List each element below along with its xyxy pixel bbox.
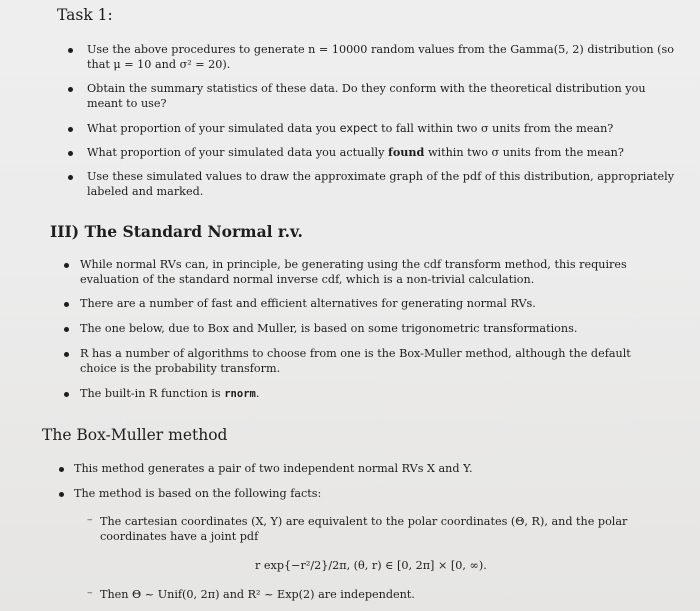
section3-item-3-line1: The one below, due to Box and Muller, is based on some trigonometric transformations.: [80, 322, 578, 335]
boxmuller-subitem-2-line1: Then Θ ~ Unif(0, 2π) and R² ~ Exp(2) are independent.: [100, 588, 415, 601]
bullet-dot: [59, 467, 64, 472]
task1-item-5-line2: labeled and marked.: [87, 185, 204, 198]
task1-item-2-line2: meant to use?: [87, 97, 167, 110]
dash-marker: –: [87, 586, 93, 599]
section3-item-1-line1: While normal RVs can, in principle, be generating using the cdf transform method, this requires: [80, 258, 627, 271]
boxmuller-subitem-1-line2: coordinates have a joint pdf: [100, 530, 259, 543]
boxmuller-item-2-line1: The method is based on the following facts:: [74, 487, 322, 500]
section3-item-4: [80, 346, 680, 376]
bullet-dot: [68, 127, 73, 132]
section3-item-2-line1: There are a number of fast and efficient alternatives for generating normal RVs.: [80, 297, 536, 310]
bullet-dot: [68, 87, 73, 92]
boxmuller-item-1-line1: This method generates a pair of two independent normal RVs X and Y.: [74, 462, 473, 475]
task1-item-2-line1: Obtain the summary statistics of these data. Do they conform with the theoretical distribution you: [87, 82, 646, 95]
bullet-dot: [64, 327, 69, 332]
joint-pdf-formula: r exp{−r²/2}/2π, (θ, r) ∈ [0, 2π] × [0, ∞).: [255, 559, 487, 572]
section3-item-5-text: The built-in R function is: [80, 387, 225, 400]
bullet-dot: [59, 492, 64, 497]
bullet-dot: [68, 151, 73, 156]
bullet-dot: [64, 352, 69, 357]
task1-item-1: [87, 42, 677, 72]
boxmuller-heading: The Box-Muller method: [42, 426, 228, 444]
task1-item-4-emph: found: [388, 145, 425, 159]
bullet-dot: [68, 175, 73, 180]
task1-item-1-line2: that μ = 10 and σ² = 20).: [87, 58, 231, 71]
section3-item-5: [80, 386, 680, 402]
bullet-dot: [64, 302, 69, 307]
bullet-dot: [68, 48, 73, 53]
task1-item-2: [87, 81, 677, 111]
section3-heading: III) The Standard Normal r.v.: [50, 222, 303, 241]
boxmuller-item-1: [74, 461, 674, 476]
task1-item-3-text-end: to fall within two σ units from the mean?: [377, 122, 614, 135]
boxmuller-subitem-2: [100, 587, 685, 602]
rnorm-code: rnorm: [224, 388, 256, 400]
task1-item-3: [87, 121, 677, 136]
section3-item-4-line2: choice is the probability transform.: [80, 362, 281, 375]
task1-item-4-text-end: within two σ units from the mean?: [424, 146, 624, 159]
section3-item-1: [80, 257, 680, 287]
task1-item-4-text: What proportion of your simulated data you actually: [87, 146, 389, 159]
boxmuller-item-2: [74, 486, 674, 501]
section3-item-1-line2: evaluation of the standard normal inverse cdf, which is a non-trivial calculation.: [80, 273, 535, 286]
dash-marker: –: [87, 513, 93, 526]
task1-item-3-emph: expect: [339, 122, 378, 135]
section3-item-5-text-end: .: [255, 387, 260, 400]
boxmuller-subitem-1-line1: The cartesian coordinates (X, Y) are equivalent to the polar coordinates (Θ, R), and the polar: [100, 515, 628, 528]
task1-item-1-line1: Use the above procedures to generate n = 10000 random values from the Gamma(5, 2) distribution (so: [87, 43, 675, 56]
section3-item-2: [80, 296, 680, 311]
task1-item-4: [87, 145, 677, 160]
task1-heading: Task 1:: [57, 6, 113, 24]
section3-item-4-line1: R has a number of algorithms to choose from one is the Box-Muller method, although the default: [80, 347, 631, 360]
bullet-dot: [64, 263, 69, 268]
task1-item-3-text: What proportion of your simulated data you: [87, 122, 340, 135]
task1-item-5-line1: Use these simulated values to draw the approximate graph of the pdf of this distribution, appropriately: [87, 170, 675, 183]
bullet-dot: [64, 392, 69, 397]
task1-item-5: [87, 169, 677, 199]
boxmuller-subitem-1: [100, 514, 685, 544]
section3-item-3: [80, 321, 680, 336]
